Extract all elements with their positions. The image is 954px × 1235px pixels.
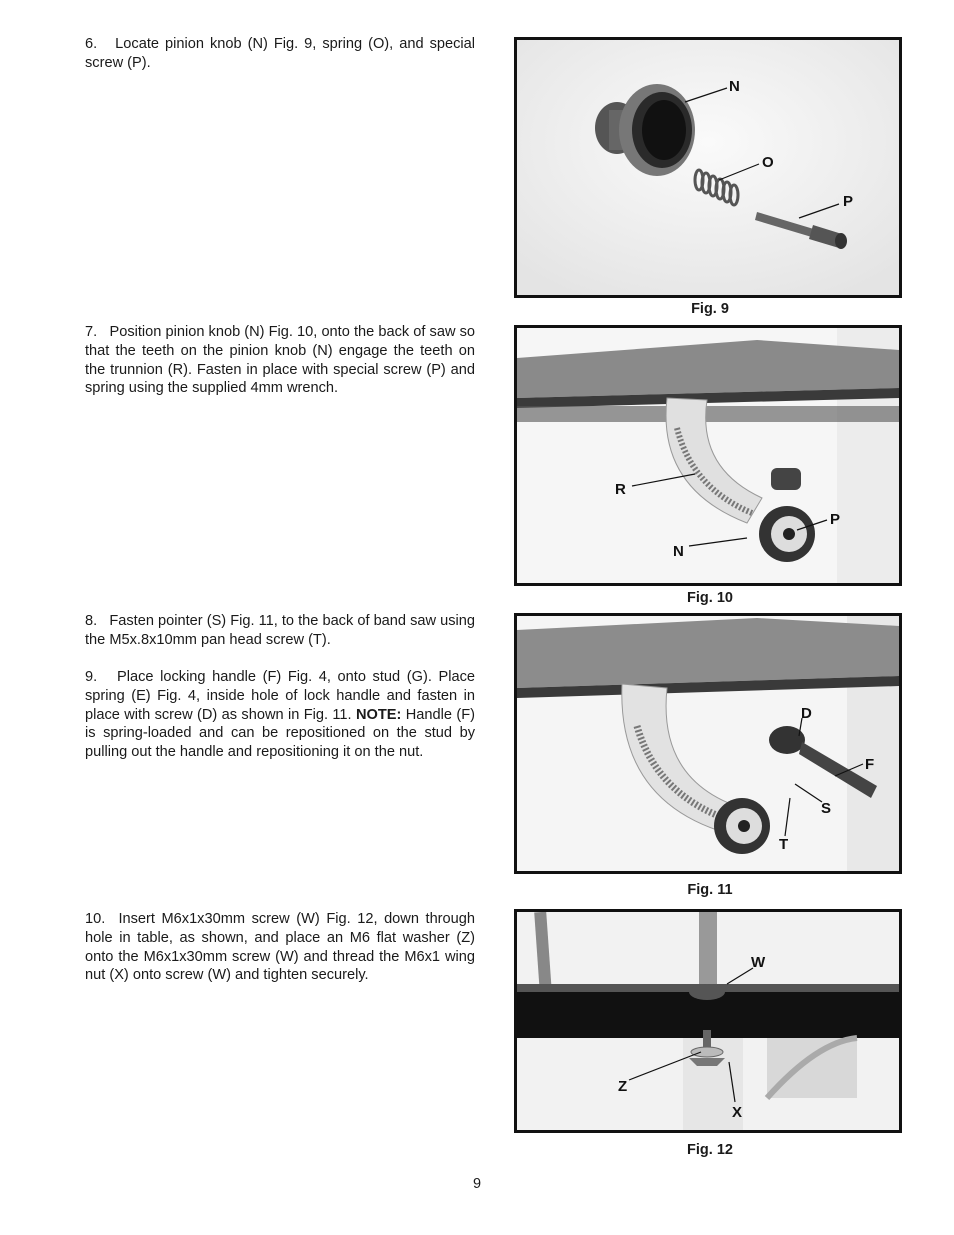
step-10 <box>85 910 475 985</box>
label-p: P <box>830 511 841 528</box>
step-text: Place locking handle (F) Fig. 4, onto stud (G). Place spring (E) Fig. 4, inside hole of lock handle and fasten in place with screw (D) as shown in Fig. 11. <box>85 669 475 723</box>
figure-9-photo <box>517 40 899 295</box>
step-number: 7. <box>85 324 98 340</box>
step-6 <box>85 35 475 73</box>
label-t: T <box>779 836 789 853</box>
label-x: X <box>732 1104 743 1121</box>
figure-11-photo <box>517 616 899 871</box>
step-text: Position pinion knob (N) Fig. 10, onto the back of saw so that the teeth on the pinion knob (N) engage the teeth on the trunnion (R). Fasten in place with special screw (P) and spring using the supplied 4mm wrench. <box>85 324 475 397</box>
step-8 <box>85 612 475 650</box>
figure-12 <box>514 909 902 1133</box>
figure-9 <box>514 37 902 298</box>
step-number: 9. <box>85 669 98 685</box>
step-text: Fasten pointer (S) Fig. 11, to the back of band saw using the M5x.8x10mm pan head screw (T). <box>85 613 475 648</box>
step-text-note: Handle (F) is spring-loaded and can be repositioned on the stud by pulling out the handle and repositioning it on the nut. <box>85 706 476 761</box>
figure-10-photo <box>517 328 899 583</box>
step-number: 6. <box>85 36 98 52</box>
figure-10 <box>514 325 902 586</box>
page-number: 9 <box>472 1176 482 1192</box>
figure-12-photo <box>517 912 899 1130</box>
figure-9-caption: Fig. 9 <box>691 301 729 317</box>
figure-11-caption: Fig. 11 <box>687 882 733 898</box>
figure-11 <box>514 613 902 874</box>
label-n: N <box>673 543 684 560</box>
step-number: 8. <box>85 613 98 629</box>
label-d: D <box>801 705 812 722</box>
note-label: NOTE: <box>355 706 402 723</box>
label-o: O <box>762 154 774 171</box>
label-p: P <box>843 193 854 210</box>
step-number: 10. <box>85 911 106 927</box>
step-text: Insert M6x1x30mm screw (W) Fig. 12, down through hole in table, as shown, and place an M6 flat washer (Z) onto the M6x1x30mm screw (W) and thread the M6x1 wing nut (X) onto screw (W) and tighten securely. <box>85 911 476 984</box>
step-7 <box>85 323 475 398</box>
label-r: R <box>615 481 626 498</box>
label-w: W <box>751 954 766 971</box>
step-text: Locate pinion knob (N) Fig. 9, spring (O), and special screw (P). <box>85 36 475 71</box>
label-n: N <box>729 78 740 95</box>
label-z: Z <box>618 1078 628 1095</box>
label-f: F <box>865 756 875 773</box>
step-9 <box>85 668 475 762</box>
figure-10-caption: Fig. 10 <box>687 590 733 606</box>
label-s: S <box>821 800 832 817</box>
figure-12-caption: Fig. 12 <box>687 1142 733 1158</box>
